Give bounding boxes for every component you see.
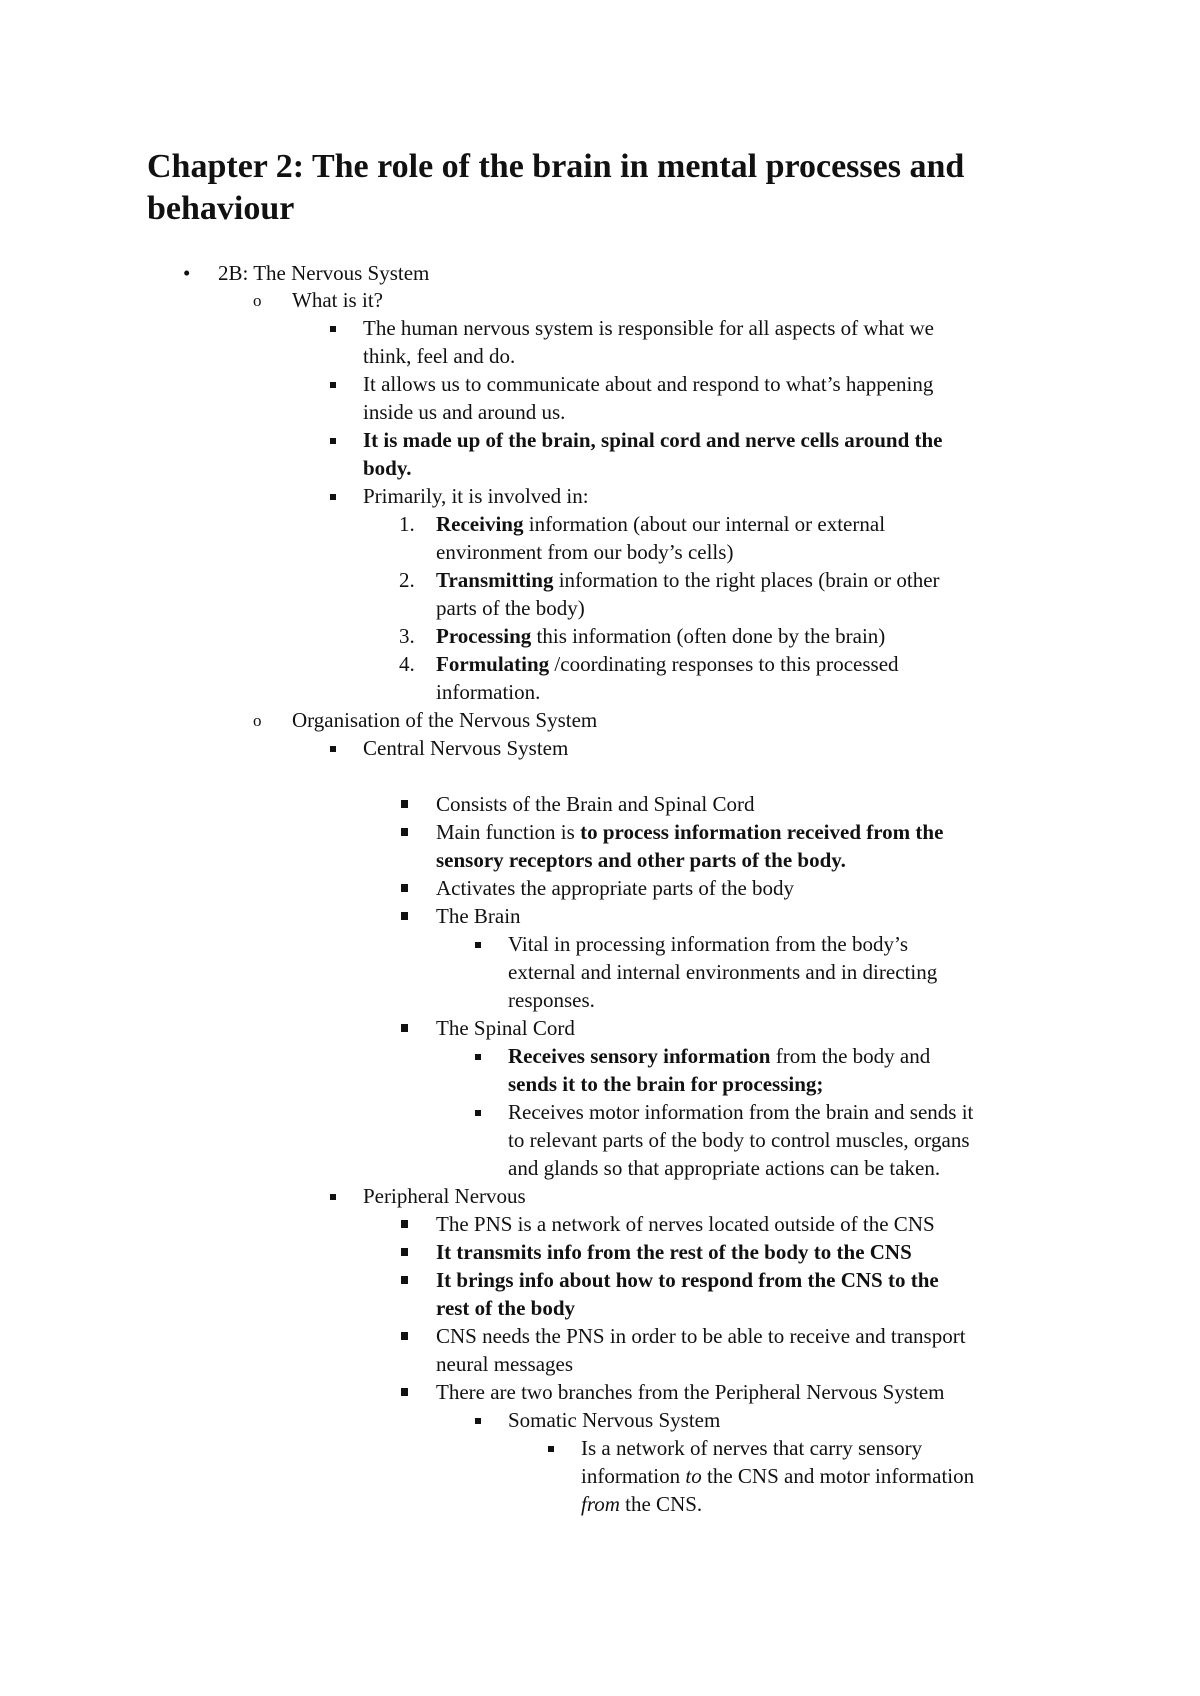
bullet-square [548, 1434, 554, 1462]
bullet-square [401, 790, 408, 818]
list-item: Processing this information (often done by the brain) [436, 624, 886, 648]
bullet-square [401, 1322, 408, 1350]
bullet-square [330, 314, 336, 342]
list-item: Receiving information (about our internal or external [436, 512, 886, 536]
text-line: It allows us to communicate about and respond to what’s happening [363, 372, 934, 396]
text-line: and glands so that appropriate actions can be taken. [508, 1156, 941, 1180]
bullet-square [475, 1042, 481, 1070]
text-line-bold: It brings info about how to respond from the CNS to the [436, 1268, 939, 1292]
list-number: 4. [399, 652, 415, 676]
text-line: information to the CNS and motor information [581, 1464, 975, 1488]
text-line: CNS needs the PNS in order to be able to receive and transport [436, 1324, 966, 1348]
bullet-square [401, 818, 408, 846]
text-line: environment from our body’s cells) [436, 540, 734, 564]
text-line: Is a network of nerves that carry sensory [581, 1436, 923, 1460]
bullet-square [401, 1378, 408, 1406]
text-line: parts of the body) [436, 596, 585, 620]
bullet-square [401, 1238, 408, 1266]
text-line-bold: rest of the body [436, 1296, 576, 1320]
text-line-bold: It is made up of the brain, spinal cord and nerve cells around the [363, 428, 943, 452]
text-line: Consists of the Brain and Spinal Cord [436, 792, 755, 816]
subheading-what-is-it: What is it? [292, 288, 383, 312]
text-line: neural messages [436, 1352, 574, 1376]
text-line: There are two branches from the Peripheral Nervous System [436, 1380, 945, 1404]
list-number: 1. [399, 512, 415, 536]
text-line: Primarily, it is involved in: [363, 484, 589, 508]
subheading-organisation: Organisation of the Nervous System [292, 708, 598, 732]
text-line-bold: sensory receptors and other parts of the body. [436, 848, 846, 872]
text-line: Central Nervous System [363, 736, 569, 760]
list-item: Transmitting information to the right places (brain or other [436, 568, 940, 592]
bullet-circle: o [253, 291, 262, 310]
text-line: The PNS is a network of nerves located outside of the CNS [436, 1212, 935, 1236]
bullet-square [401, 1014, 408, 1042]
bullet-square [401, 874, 408, 902]
bullet-dot: • [183, 261, 191, 285]
text-line: external and internal environments and in directing [508, 960, 938, 984]
bullet-square [475, 930, 481, 958]
text-line: inside us and around us. [363, 400, 566, 424]
text-line: Receives motor information from the brain and sends it [508, 1100, 974, 1124]
bullet-square [401, 1266, 408, 1294]
text-line: to relevant parts of the body to control muscles, organs [508, 1128, 970, 1152]
bullet-square [330, 426, 336, 454]
text-line: Main function is to process information received from the [436, 820, 944, 844]
list-number: 2. [399, 568, 415, 592]
list-number: 3. [399, 624, 415, 648]
text-line: Peripheral Nervous [363, 1184, 526, 1208]
bullet-square [401, 902, 408, 930]
bullet-square [330, 370, 336, 398]
text-line: think, feel and do. [363, 344, 516, 368]
text-line-bold: body. [363, 456, 412, 480]
bullet-square [401, 1210, 408, 1238]
bullet-square [475, 1098, 481, 1126]
text-line-bold: It transmits info from the rest of the body to the CNS [436, 1240, 912, 1264]
section-heading: 2B: The Nervous System [218, 261, 430, 285]
title-line-2: behaviour [147, 190, 295, 227]
bullet-square [330, 734, 336, 762]
title-line-1: Chapter 2: The role of the brain in mental processes and [147, 148, 965, 185]
text-line: Somatic Nervous System [508, 1408, 721, 1432]
text-line: responses. [508, 988, 595, 1012]
text-line: information. [436, 680, 541, 704]
list-item: Formulating /coordinating responses to this processed [436, 652, 899, 676]
text-line: Vital in processing information from the body’s [508, 932, 909, 956]
bullet-square [475, 1406, 481, 1434]
text-line: The Brain [436, 904, 521, 928]
text-line-bold: sends it to the brain for processing; [508, 1072, 824, 1096]
text-line: Receives sensory information from the body and [508, 1044, 931, 1068]
text-line: Activates the appropriate parts of the body [436, 876, 795, 900]
bullet-square [330, 482, 336, 510]
chapter-title [147, 146, 1087, 230]
text-line: from the CNS. [581, 1492, 703, 1516]
text-line: The Spinal Cord [436, 1016, 575, 1040]
text-line: The human nervous system is responsible for all aspects of what we [363, 316, 934, 340]
bullet-circle: o [253, 711, 262, 730]
bullet-square [330, 1182, 336, 1210]
